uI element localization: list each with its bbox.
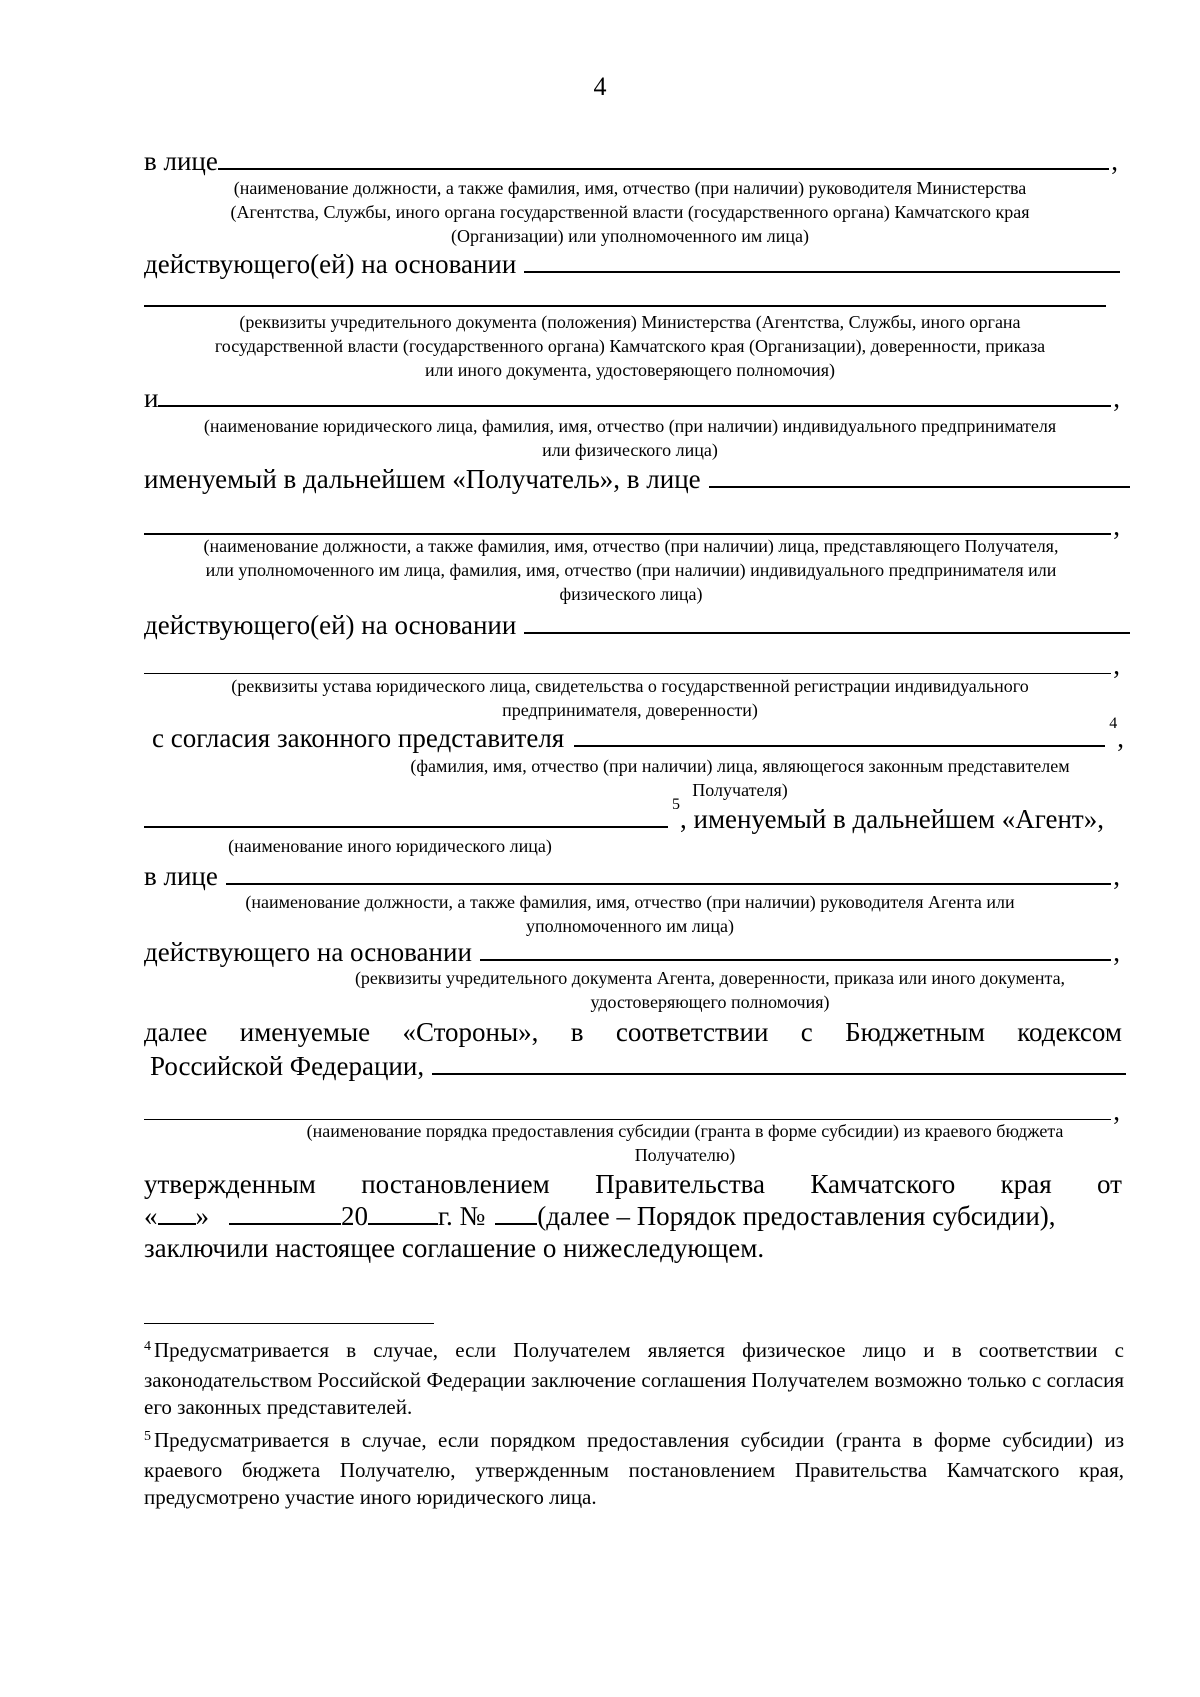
procedure-field[interactable]	[432, 1073, 1126, 1075]
recipient-basis-line-2: ,	[144, 649, 1120, 681]
date-day-field[interactable]	[158, 1223, 196, 1225]
agent-basis-line: действующего на основании ,	[144, 937, 1120, 967]
recipient-field[interactable]	[158, 405, 1111, 407]
recipient-rep-line: именуемый в дальнейшем «Получатель», в лице	[144, 463, 1130, 495]
decree-number-field[interactable]	[495, 1223, 537, 1225]
procedure-line: Российской Федерации,	[150, 1050, 1126, 1082]
agent-basis-note: (реквизиты учредительного документа Агента, доверенности, приказа или иного документа, удостоверяющего полномочия)	[354, 968, 1066, 1012]
agent-field[interactable]	[144, 826, 668, 828]
agent-basis-field[interactable]	[480, 959, 1111, 961]
footnote-separator	[144, 1323, 434, 1324]
footnote-4: $^4$ Предусматривается в случае, если Получателем является физическое лицо и в соответствии с законодательством Российской Федерации заключение соглашения Получателем возможно только с согласия его законных представителей.	[144, 1338, 1124, 1419]
recipient-basis-line: действующего(ей) на основании	[144, 609, 1130, 641]
representative-field[interactable]	[218, 168, 1109, 170]
recipient-rep-note: (наименование должности, а также фамилия, имя, отчество (при наличии) лица, представляющего Получателя, или уполномоченного им лица, фамилия, имя, отчество (при наличии) индивидуального предпринимателя или физического лица)	[203, 536, 1059, 604]
legal-rep-field[interactable]	[574, 745, 1105, 747]
parties-line: далее именуемые «Стороны», в соответствии с Бюджетным кодексом	[144, 1017, 1122, 1047]
procedure-note: (наименование порядка предоставления субсидии (гранта в форме субсидии) из краевого бюджета Получателю)	[306, 1121, 1064, 1165]
date-month-field[interactable]	[229, 1223, 341, 1225]
recipient-basis-note: (реквизиты устава юридического лица, свидетельства о государственной регистрации индивидуального предпринимателя, доверенности)	[231, 676, 1029, 720]
recipient-rep-line-2: ,	[144, 510, 1120, 542]
concluding-line: заключили настоящее соглашение о нижеследующем.	[144, 1233, 765, 1263]
footnote-5: $^5$ Предусматривается в случае, если порядком предоставления субсидии (гранта в форме субсидии) из краевого бюджета Получателю, утвержденным постановлением Правительства Камчатского края, предусмотрено участие иного юридического лица.	[144, 1428, 1124, 1509]
agent-rep-field[interactable]	[226, 883, 1111, 885]
basis-line: действующего(ей) на основании	[144, 248, 1120, 280]
agent-note: (наименование иного юридического лица)	[228, 836, 552, 856]
page-number: 4	[593, 72, 607, 101]
agent-line: 5 , именуемый в дальнейшем «Агент»,	[144, 803, 1134, 835]
footnote-ref-4[interactable]: 4	[1109, 715, 1118, 732]
date-year-field[interactable]	[368, 1223, 438, 1225]
recipient-note: (наименование юридического лица, фамилия, имя, отчество (при наличии) индивидуального предпринимателя или физического лица)	[203, 416, 1057, 460]
legal-rep-note: (фамилия, имя, отчество (при наличии) лица, являющегося законным представителем Получателя)	[410, 756, 1070, 800]
field-label: в лице	[144, 146, 218, 176]
basis-field-continuation[interactable]	[144, 305, 1106, 307]
representative-note: (наименование должности, а также фамилия, имя, отчество (при наличии) руководителя Министерства (Агентства, Службы, иного органа государственной власти (государственного органа) Камчатского края (Организации) или уполномоченного им лица)	[230, 178, 1030, 246]
approval-line: утвержденным постановлением Правительства Камчатского края от	[144, 1169, 1122, 1199]
basis-note: (реквизиты учредительного документа (положения) Министерства (Агентства, Службы, иного органа государственной власти (государственного органа) Камчатского края (Организации), доверенности, приказа или иного документа, удостоверяющего полномочия)	[214, 312, 1046, 380]
procedure-line-2: ,	[144, 1095, 1120, 1127]
recipient-rep-field[interactable]	[709, 486, 1130, 488]
agent-rep-line: в лице ,	[144, 861, 1120, 891]
basis-field[interactable]	[524, 271, 1120, 273]
agent-rep-note: (наименование должности, а также фамилия, имя, отчество (при наличии) руководителя Агента или уполномоченного им лица)	[245, 892, 1015, 936]
recipient-basis-field[interactable]	[524, 632, 1130, 634]
recipient-line: и ,	[144, 383, 1120, 413]
legal-rep-line: с согласия законного представителя 4 ,	[152, 722, 1124, 754]
representative-line: в лице ,	[144, 146, 1118, 176]
date-line: « » 20 г. № (далее – Порядок предоставления субсидии),	[144, 1201, 1056, 1231]
footnote-ref-5[interactable]: 5	[672, 796, 680, 813]
